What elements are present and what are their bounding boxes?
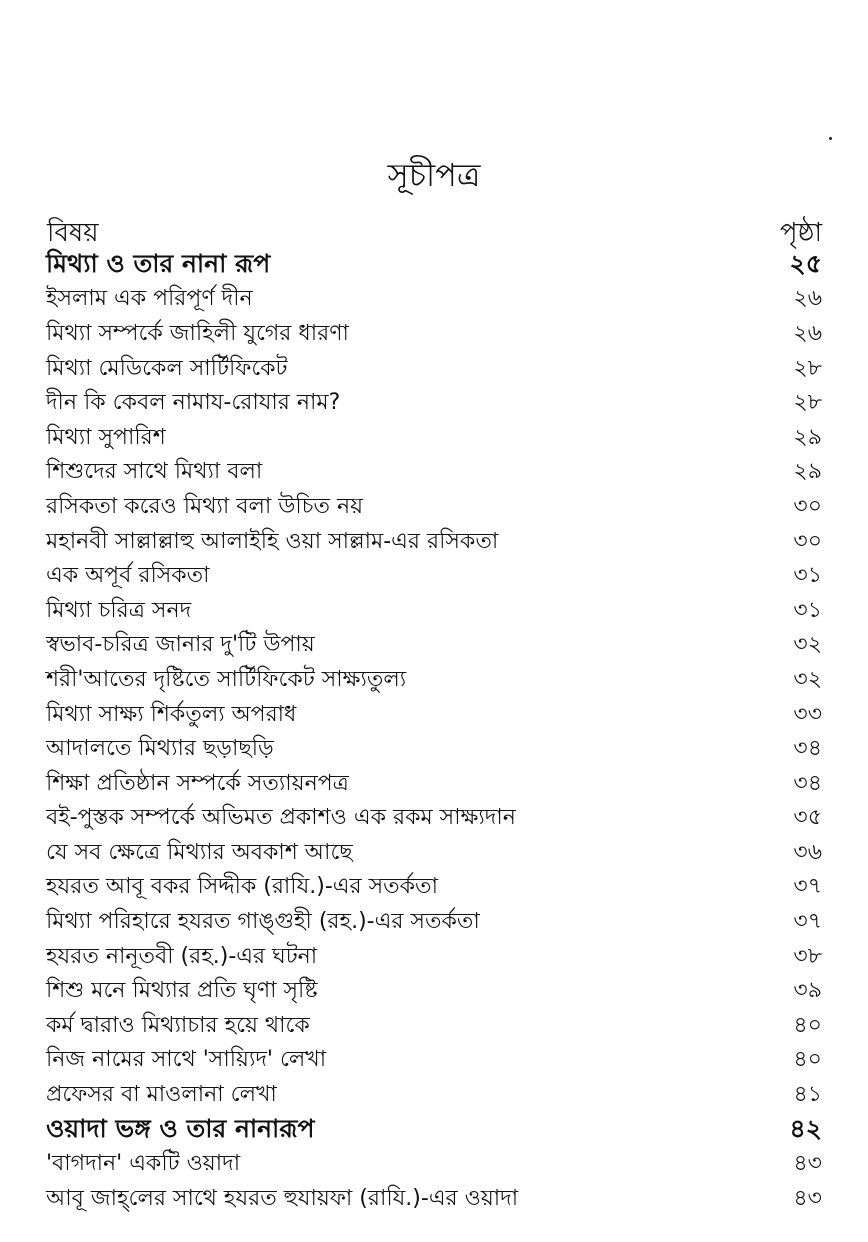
toc-entry-page: ৪০ [793, 1012, 822, 1038]
toc-entry-row [46, 905, 822, 940]
toc-entry-row [46, 802, 822, 837]
toc-entry-page: ৪১ [793, 1082, 822, 1108]
toc-entry-page: ৩৩ [793, 701, 822, 727]
toc-entry-row [46, 629, 822, 664]
toc-entry-row [46, 1078, 822, 1113]
toc-entry-row [46, 698, 822, 733]
toc-entry-title: এক অপূর্ব রসিকতা [46, 563, 210, 589]
toc-entry-page: ৩০ [793, 528, 822, 554]
toc-entry-row [46, 767, 822, 802]
toc-entry-page: ৪৩ [793, 1185, 822, 1211]
toc-entry-row [46, 386, 822, 421]
toc-entry-title: মিথ্যা পরিহারে হযরত গাঙ্গুহী (রহ.)-এর সতর্কতা [46, 909, 480, 935]
toc-entry-title: হযরত নানূতবী (রহ.)-এর ঘটনা [46, 943, 318, 969]
toc-entry-title: মিথ্যা মেডিকেল সার্টিফিকেট [46, 355, 288, 381]
toc-entry-page: ২৬ [793, 320, 822, 346]
toc-entry-page: ৪৩ [793, 1151, 822, 1177]
toc-entry-row [46, 490, 822, 525]
toc-entry-page: ৩৯ [793, 978, 822, 1004]
toc-entry-row [46, 525, 822, 560]
toc-entry-title: দীন কি কেবল নামায-রোযার নাম? [46, 390, 341, 416]
toc-entry-row [46, 836, 822, 871]
toc-entry-page: ৩৮ [793, 943, 822, 969]
toc-entry-title: মিথ্যা সম্পর্কে জাহিলী যুগের ধারণা [46, 320, 349, 346]
toc-entry-title: বই-পুস্তক সম্পর্কে অভিমত প্রকাশও এক রকম সাক্ষ্যদান [46, 805, 516, 831]
toc-entry-row [46, 352, 822, 387]
toc-entry-title: মহানবী সাল্লাল্লাহু আলাইহি ওয়া সাল্লাম-এর রসিকতা [46, 528, 499, 554]
toc-entry-title: মিথ্যা ও তার নানা রূপ [46, 248, 271, 278]
toc-entry-title: কর্ম দ্বারাও মিথ্যাচার হয়ে থাকে [46, 1012, 310, 1038]
page-title: সূচীপত্র [387, 156, 481, 194]
toc-entry-page: ৩২ [793, 632, 822, 658]
toc-entry-title: নিজ নামের সাথে 'সায়্যিদ' লেখা [46, 1047, 327, 1073]
toc-entry-row [46, 940, 822, 975]
toc-entry-title: প্রফেসর বা মাওলানা লেখা [46, 1082, 277, 1108]
toc-entry-row [46, 421, 822, 456]
toc-entry-title: আবূ জাহ্‌লের সাথে হযরত হুযায়ফা (রাযি.)-এর ওয়াদা [46, 1185, 519, 1211]
toc-entry-row [46, 559, 822, 594]
toc-entry-page: ২৮ [793, 355, 822, 381]
toc-entry-row [46, 974, 822, 1009]
toc-list [46, 248, 822, 1217]
toc-entry-page: ২৬ [793, 286, 822, 312]
toc-entry-row [46, 283, 822, 318]
toc-entry-page: ৩৪ [793, 770, 822, 796]
toc-entry-page: ২৯ [793, 424, 822, 450]
toc-entry-title: রসিকতা করেও মিথ্যা বলা উচিত নয় [46, 493, 364, 519]
toc-entry-row [46, 732, 822, 767]
toc-entry-row [46, 871, 822, 906]
toc-entry-page: ৩৭ [793, 874, 822, 900]
toc-chapter-row [46, 248, 822, 283]
toc-entry-title: শিশুদের সাথে মিথ্যা বলা [46, 459, 263, 485]
toc-entry-title: মিথ্যা সুপারিশ [46, 424, 166, 450]
toc-entry-title: ইসলাম এক পরিপূর্ণ দীন [46, 286, 253, 312]
toc-entry-page: ২৮ [793, 390, 822, 416]
toc-entry-page: ৩২ [793, 666, 822, 692]
toc-entry-row [46, 594, 822, 629]
toc-entry-page: ৩০ [793, 493, 822, 519]
page-column-header: পৃষ্ঠা [779, 218, 822, 248]
toc-entry-title: হযরত আবূ বকর সিদ্দীক (রাযি.)-এর সতর্কতা [46, 874, 438, 900]
toc-entry-page: ২৫ [789, 248, 822, 278]
toc-entry-page: ৩৬ [793, 839, 822, 865]
toc-entry-title: ওয়াদা ভঙ্গ ও তার নানারূপ [46, 1113, 315, 1143]
toc-entry-page: ৩১ [793, 597, 822, 623]
subject-column-header: বিষয় [47, 218, 99, 248]
toc-entry-title: 'বাগদান' একটি ওয়াদা [46, 1151, 241, 1177]
scan-speck [829, 137, 832, 140]
toc-entry-page: ৪০ [793, 1047, 822, 1073]
toc-entry-row [46, 1044, 822, 1079]
toc-entry-page: ৩৫ [793, 805, 822, 831]
toc-entry-title: শিক্ষা প্রতিষ্ঠান সম্পর্কে সত্যায়নপত্র [46, 770, 349, 796]
toc-entry-title: শিশু মনে মিথ্যার প্রতি ঘৃণা সৃষ্টি [46, 978, 318, 1004]
toc-entry-row [46, 456, 822, 491]
toc-entry-row [46, 663, 822, 698]
toc-chapter-row [46, 1113, 822, 1148]
toc-entry-title: মিথ্যা চরিত্র সনদ [46, 597, 192, 623]
toc-entry-title: যে সব ক্ষেত্রে মিথ্যার অবকাশ আছে [46, 839, 353, 865]
toc-entry-page: ৩১ [793, 563, 822, 589]
toc-entry-row [46, 1147, 822, 1182]
toc-entry-title: শরী'আতের দৃষ্টিতে সার্টিফিকেট সাক্ষ্যতুল্য [46, 666, 407, 692]
toc-entry-page: ৪২ [789, 1113, 822, 1143]
toc-entry-row [46, 1009, 822, 1044]
toc-entry-page: ২৯ [793, 459, 822, 485]
toc-entry-page: ৩৭ [793, 909, 822, 935]
toc-entry-row [46, 1182, 822, 1217]
toc-entry-title: স্বভাব-চরিত্র জানার দু'টি উপায় [46, 632, 315, 658]
toc-entry-title: মিথ্যা সাক্ষ্য শির্কতুল্য অপরাধ [46, 701, 297, 727]
toc-entry-title: আদালতে মিথ্যার ছড়াছড়ি [46, 736, 274, 762]
toc-entry-row [46, 317, 822, 352]
toc-entry-page: ৩৪ [793, 736, 822, 762]
